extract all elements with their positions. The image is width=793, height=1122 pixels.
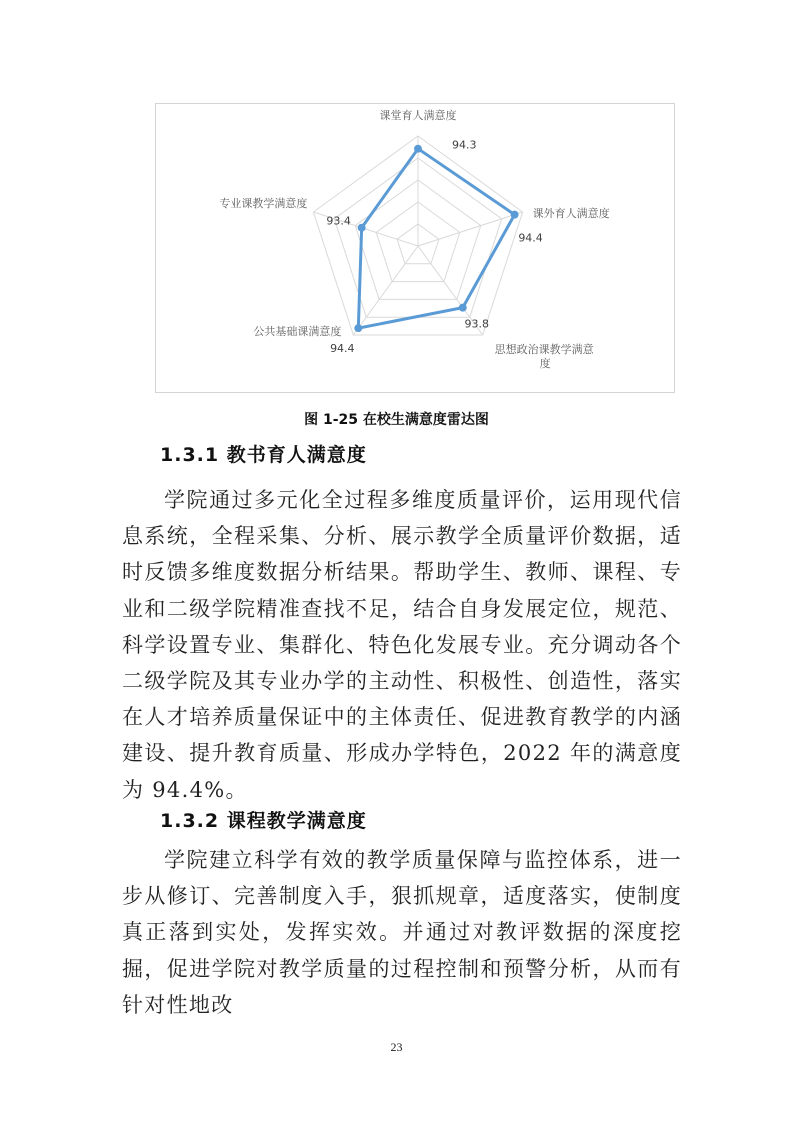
radar-series-line xyxy=(358,149,514,328)
radar-axis-label: 课外育人满意度 xyxy=(532,207,610,221)
radar-data-point xyxy=(459,304,467,312)
radar-value-label: 94.3 xyxy=(452,138,477,152)
radar-axis-label: 公共基础课满意度 xyxy=(253,324,342,338)
radar-axis-label: 思想政治课教学满意度 xyxy=(494,342,594,370)
radar-chart-frame xyxy=(155,103,675,393)
radar-value-label: 94.4 xyxy=(518,231,543,245)
radar-data-point xyxy=(414,145,422,153)
page-number: 23 xyxy=(390,1040,403,1054)
radar-value-label: 94.4 xyxy=(330,342,355,356)
radar-data-point xyxy=(358,224,366,232)
section-heading-teaching-satisfaction: 1.3.1 教书育人满意度 xyxy=(160,444,367,466)
radar-value-label: 93.8 xyxy=(464,317,490,331)
radar-value-label: 93.4 xyxy=(326,214,351,228)
radar-data-point xyxy=(511,211,519,219)
section-paragraph-teaching-satisfaction: 学院通过多元化全过程多维度质量评价，运用现代信息系统，全程采集、分析、展示教学全质量评价数据，适时反馈多维度数据分析结果。帮助学生、教师、课程、专业和二级学院精准查找不足，结合自身发展定位，规范、科学设置专业、集群化、特色化发展专业。充分调动各个二级学院及其专业办学的主动性、积极性、创造性，落实在人才培养质量保证中的主体责任、促进教育教学的内涵建设、提升教育质量、形成办学特色，2022 年的满意度为 94.4%。 xyxy=(122,488,682,802)
radar-axis-label: 专业课教学满意度 xyxy=(219,197,308,211)
radar-axis-label: 课堂育人满意度 xyxy=(379,109,457,122)
radar-data-point xyxy=(354,324,362,332)
section-paragraph-course-satisfaction: 学院建立科学有效的教学质量保障与监控体系，进一步从修订、完善制度入手，狠抓规章，适度落实，使制度真正落到实处，发挥实效。并通过对教评数据的深度挖掘，促进学院对教学质量的过程控制和预警分析，从而有针对性地改 xyxy=(122,848,682,1017)
section-heading-course-satisfaction: 1.3.2 课程教学满意度 xyxy=(160,810,367,832)
figure-caption: 图 1-25 在校生满意度雷达图 xyxy=(304,412,489,428)
radar-chart xyxy=(156,104,676,394)
